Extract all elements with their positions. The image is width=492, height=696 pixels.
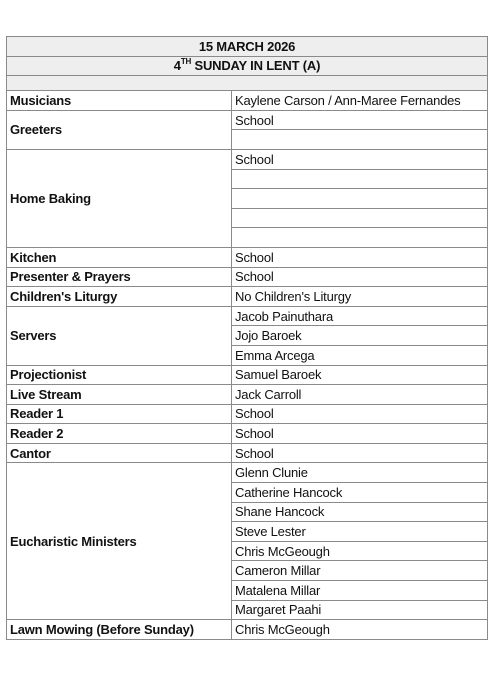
assignee-cell: Kaylene Carson / Ann-Maree Fernandes [232, 91, 488, 111]
roster-row [7, 463, 488, 483]
roster-row [7, 443, 488, 463]
assignee-cell: School [232, 443, 488, 463]
spacer-row [7, 76, 488, 91]
occasion-number: 4 [173, 58, 181, 74]
assignee-cell: Samuel Baroek [232, 365, 488, 385]
assignee-cell: Chris McGeough [232, 541, 488, 561]
roster-row [7, 404, 488, 424]
date-header-row [7, 37, 488, 57]
assignee-cell: Cameron Millar [232, 561, 488, 581]
assignee-cell: No Children's Liturgy [232, 287, 488, 307]
role-label: Greeters [7, 110, 232, 149]
assignee-cell [232, 169, 488, 189]
occasion-header-row [7, 56, 488, 76]
role-label: Servers [7, 306, 232, 365]
occasion-ordinal-suffix: TH [180, 57, 192, 67]
assignee-cell: Margaret Paahi [232, 600, 488, 620]
roster-row [7, 247, 488, 267]
role-label: Home Baking [7, 149, 232, 247]
roster-row [7, 385, 488, 405]
roster-row [7, 267, 488, 287]
assignee-cell [232, 228, 488, 248]
assignee-cell: School [232, 149, 488, 169]
role-label: Eucharistic Ministers [7, 463, 232, 620]
role-label: Live Stream [7, 385, 232, 405]
occasion-text: SUNDAY IN LENT (A) [191, 58, 321, 74]
roster-row [7, 306, 488, 326]
spacer-cell [7, 76, 488, 91]
assignee-cell: School [232, 110, 488, 130]
assignee-cell: School [232, 267, 488, 287]
role-label: Reader 1 [7, 404, 232, 424]
assignee-cell: School [232, 424, 488, 444]
roster-row [7, 91, 488, 111]
roster-row [7, 365, 488, 385]
roster-row [7, 110, 488, 130]
role-label: Projectionist [7, 365, 232, 385]
role-label: Cantor [7, 443, 232, 463]
roster-table [6, 36, 488, 640]
role-label: Lawn Mowing (Before Sunday) [7, 620, 232, 640]
assignee-cell: Jojo Baroek [232, 326, 488, 346]
occasion-heading [7, 56, 488, 76]
assignee-cell: Matalena Millar [232, 581, 488, 601]
assignee-cell: School [232, 247, 488, 267]
assignee-cell [232, 130, 488, 150]
assignee-cell: Jacob Painuthara [232, 306, 488, 326]
roster-row [7, 620, 488, 640]
assignee-cell [232, 208, 488, 228]
assignee-cell: Catherine Hancock [232, 483, 488, 503]
assignee-cell: Steve Lester [232, 522, 488, 542]
role-label: Musicians [7, 91, 232, 111]
assignee-cell: School [232, 404, 488, 424]
role-label: Kitchen [7, 247, 232, 267]
roster-row [7, 424, 488, 444]
role-label: Reader 2 [7, 424, 232, 444]
assignee-cell: Emma Arcega [232, 345, 488, 365]
date-heading: 15 MARCH 2026 [7, 37, 488, 57]
roster-row [7, 287, 488, 307]
assignee-cell: Glenn Clunie [232, 463, 488, 483]
assignee-cell [232, 189, 488, 209]
role-label: Presenter & Prayers [7, 267, 232, 287]
roster-row [7, 149, 488, 169]
assignee-cell: Chris McGeough [232, 620, 488, 640]
assignee-cell: Shane Hancock [232, 502, 488, 522]
role-label: Children's Liturgy [7, 287, 232, 307]
assignee-cell: Jack Carroll [232, 385, 488, 405]
